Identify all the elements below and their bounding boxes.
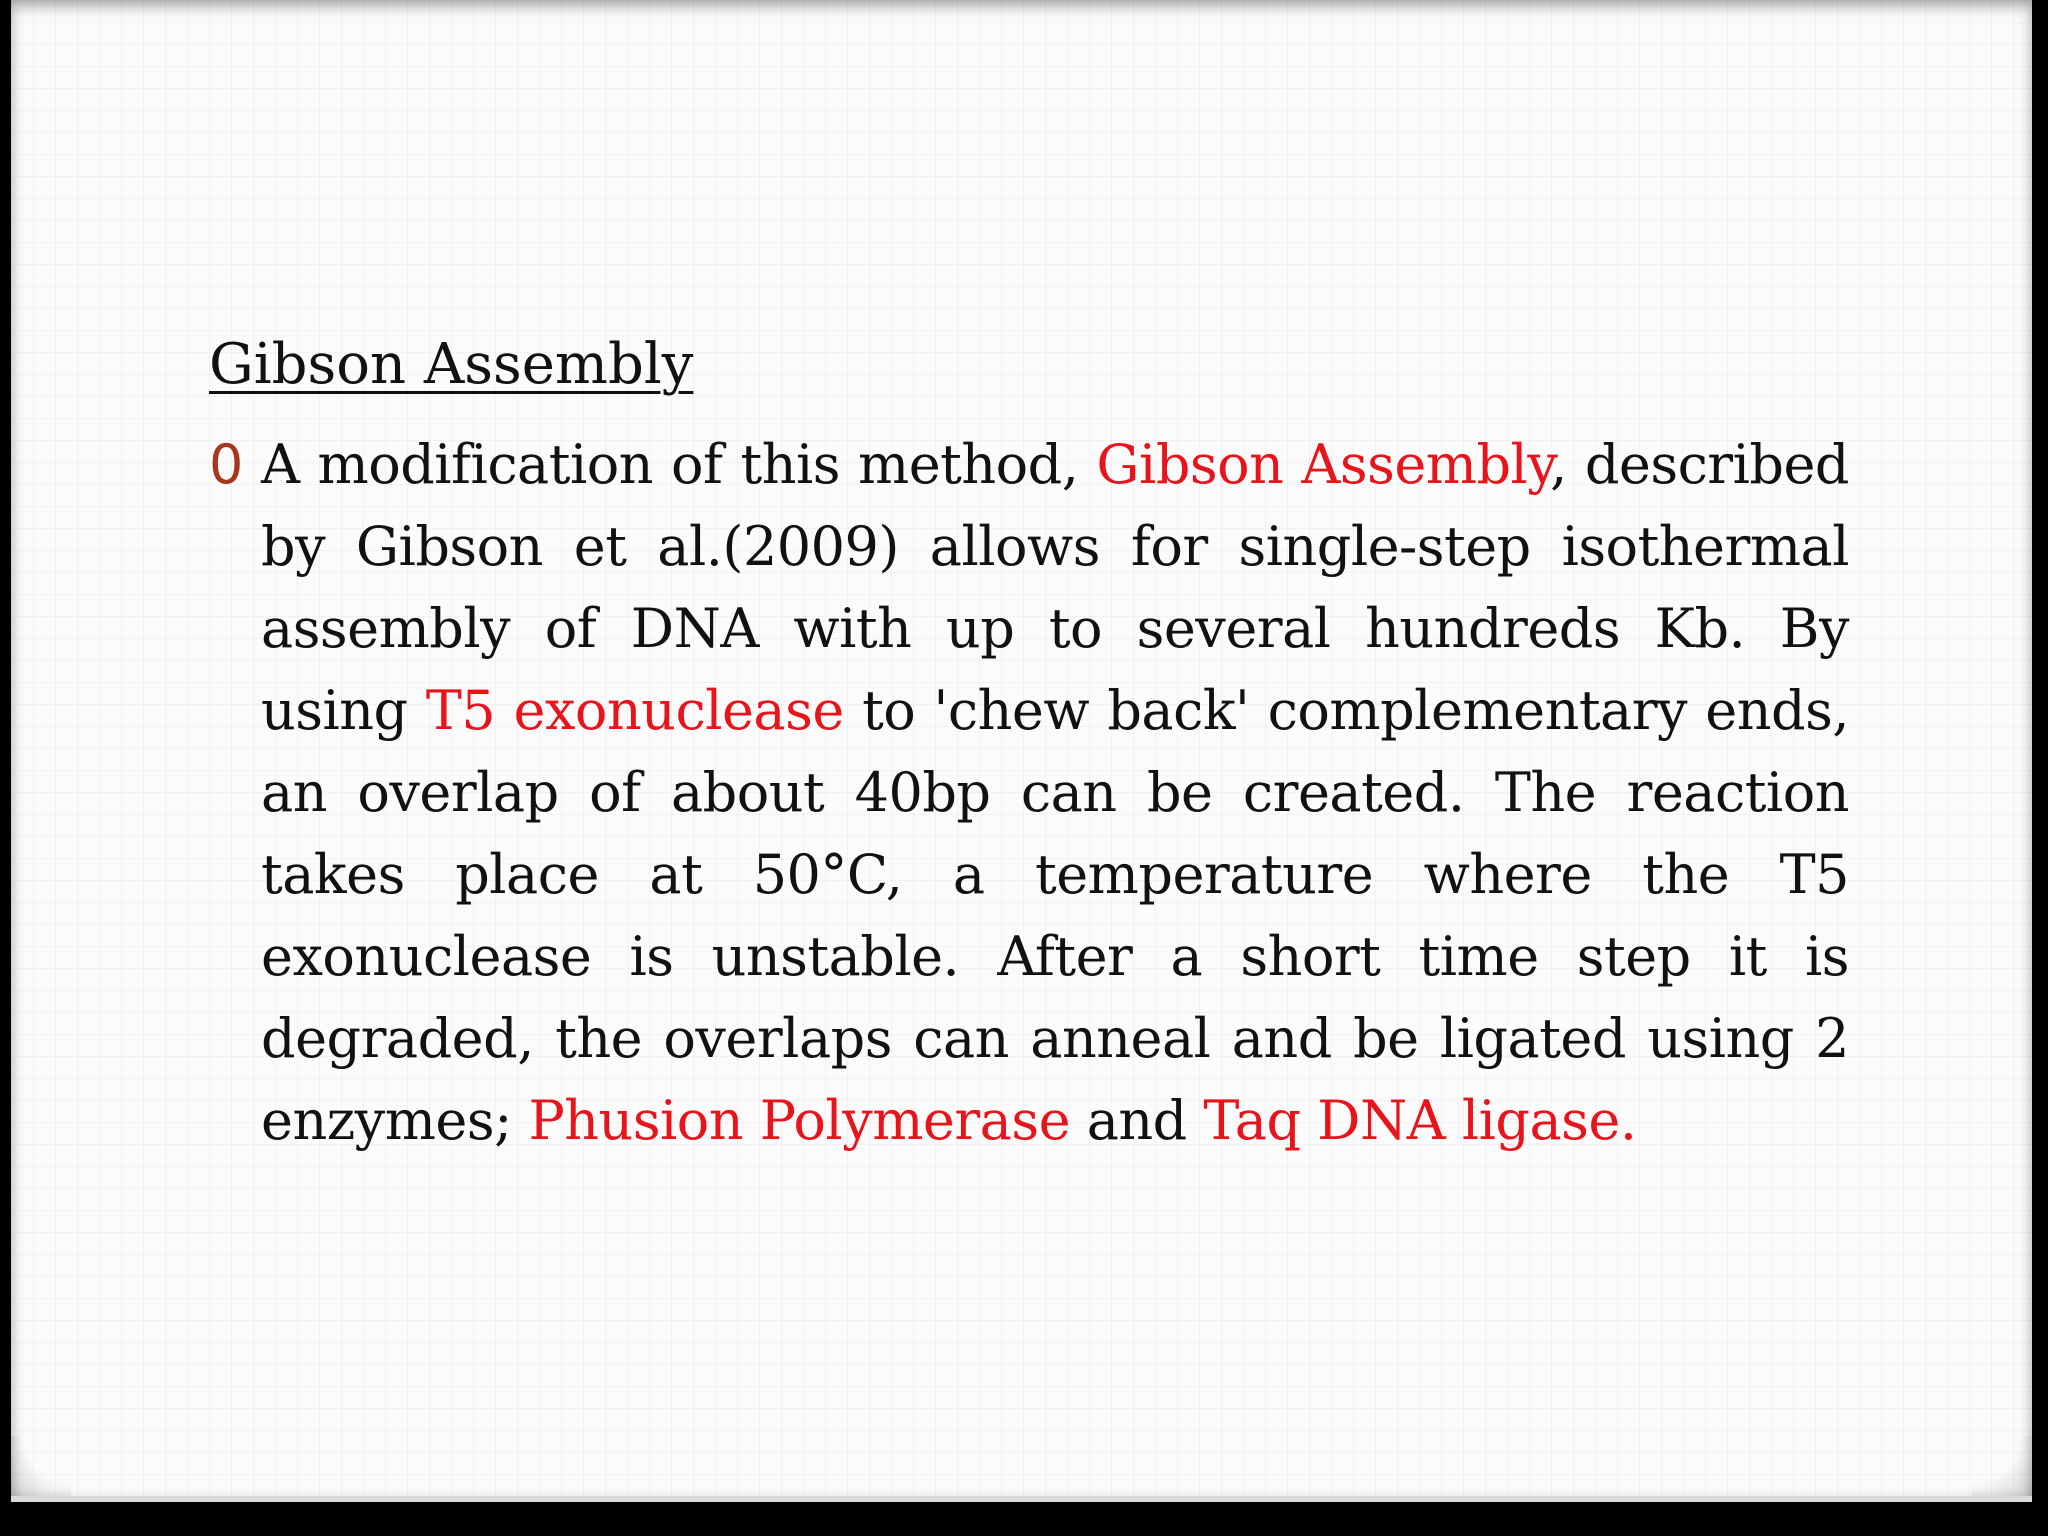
text-segment: , described by Gibson et al.(2009) allows for single-step isothermal assembly of DNA with up to several hundreds Kb. By using <box>261 433 1849 742</box>
highlight-gibson-assembly: Gibson Assembly <box>1096 433 1551 496</box>
page-curl-right <box>1972 1436 2032 1496</box>
text-segment: and <box>1070 1089 1204 1152</box>
bullet-icon: 0 <box>209 433 244 496</box>
highlight-taq-dna-ligase: Taq DNA ligase. <box>1203 1089 1637 1152</box>
highlight-t5-exonuclease: T5 exonuclease <box>425 679 844 742</box>
slide <box>11 0 2032 1502</box>
page-curl-left <box>11 1436 71 1496</box>
text-segment: to 'chew back' complementary ends, an overlap of about 40bp can be created. The reaction takes place at 50°C, a temperature where the T5 exonuclease is unstable. After a short time step it is degraded, the overlaps can anneal and be ligated using 2 enzymes; <box>261 679 1849 1152</box>
bullet-paragraph <box>261 424 1849 1162</box>
slide-heading: Gibson Assembly <box>209 332 694 397</box>
highlight-phusion-polymerase: Phusion Polymerase <box>528 1089 1071 1152</box>
text-segment: A modification of this method, <box>261 433 1097 496</box>
